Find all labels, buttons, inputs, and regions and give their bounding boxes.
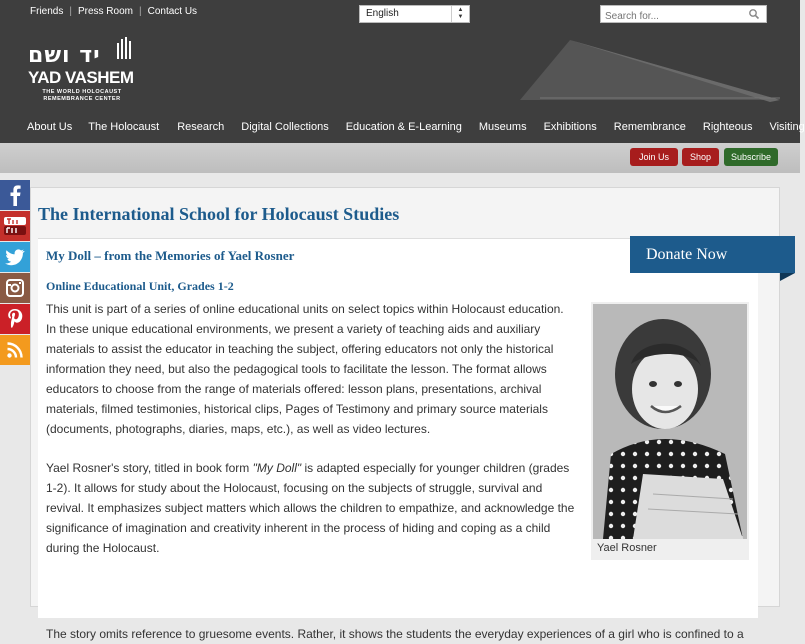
language-select[interactable] <box>359 5 470 23</box>
intro-paragraph: This unit is part of a series of online educational units on select topics within Holocaust education. In these unique educational environments, we present a variety of teaching aids and auxiliary materials to assist the educator in teaching the subject, offering educators not only the historical information they need, but also the pedagogical tools to facilitate the lesson. The format allows educators to choose from the range of materials offered: lesson plans, presentations, archival materials, filmed testimonies, historical clips, Pages of Testimony and primary source materials (documents, photographs, diaries, maps, etc.), as well as video lectures. <box>46 302 564 436</box>
story-paragraph <box>46 458 581 558</box>
action-bar <box>0 143 800 173</box>
logo-name: YAD VASHEM <box>28 68 134 87</box>
pinterest-icon[interactable] <box>0 304 30 334</box>
nav-digital-collections[interactable]: Digital Collections <box>241 121 329 133</box>
nav-the-holocaust[interactable]: The Holocaust <box>88 121 160 133</box>
nav-visiting[interactable]: Visiting <box>769 121 805 133</box>
logo-tagline-1: THE WORLD HOLOCAUST <box>42 89 122 95</box>
join-us-button[interactable]: Join Us <box>630 148 678 166</box>
top-links <box>30 6 197 17</box>
nav-exhibitions[interactable]: Exhibitions <box>543 121 597 133</box>
site-header <box>0 0 805 143</box>
nav-remembrance[interactable]: Remembrance <box>613 121 686 133</box>
youtube-icon[interactable] <box>0 211 30 241</box>
separator: | <box>69 6 72 17</box>
nav-about-us[interactable]: About Us <box>27 121 73 133</box>
book-title: "My Doll" <box>252 461 302 475</box>
rss-icon[interactable] <box>0 335 30 365</box>
article-title: My Doll – from the Memories of Yael Rosner <box>46 248 295 263</box>
photo-figure <box>591 302 749 560</box>
facebook-icon[interactable] <box>0 180 30 210</box>
subscribe-button[interactable]: Subscribe <box>724 148 778 166</box>
page-title: The International School for Holocaust Studies <box>38 204 400 224</box>
logo-tagline <box>32 89 132 103</box>
nav-research[interactable]: Research <box>177 121 225 133</box>
photo-caption: Yael Rosner <box>597 542 657 554</box>
nav-museums[interactable]: Museums <box>478 121 527 133</box>
yad-vashem-logo[interactable] <box>28 35 138 110</box>
candle-flame-icon <box>116 35 134 59</box>
language-selected: English <box>366 8 399 19</box>
search-icon[interactable] <box>748 8 760 20</box>
search-input[interactable] <box>601 9 741 25</box>
nav-education[interactable]: Education & E-Learning <box>345 121 462 133</box>
donate-now-button[interactable]: Donate Now <box>630 236 795 273</box>
header-decoration <box>500 30 800 110</box>
logo-tagline-2: REMEMBRANCE CENTER <box>43 96 121 102</box>
social-bar <box>0 180 30 366</box>
donate-ribbon-fold <box>780 273 795 281</box>
instagram-icon[interactable] <box>0 273 30 303</box>
content-paragraph: The story omits reference to gruesome events. Rather, it shows the students the everyday experiences of a girl who is confined to a <box>46 627 744 641</box>
search-box <box>600 5 767 23</box>
story-text-1: Yael Rosner's story, titled in book form <box>46 461 253 475</box>
contact-us-link[interactable]: Contact Us <box>147 6 198 17</box>
separator: | <box>138 6 142 17</box>
twitter-icon[interactable] <box>0 242 30 272</box>
press-room-link[interactable]: Press Room <box>77 6 133 17</box>
friends-link[interactable]: Friends <box>30 6 64 17</box>
logo-hebrew: יד ושם <box>28 43 101 68</box>
shop-button[interactable]: Shop <box>682 148 719 166</box>
story-text-2: is adapted especially for younger children (grades 1-2). It allows for study about the Holocaust, focusing on the subjects of struggle, survival and revival. It emphasizes subject matters which allows the children to empathize, and acknowledge the significance of imagination and creativity inherent in the process of hiding and coping as a child during the Holocaust. <box>46 461 575 555</box>
nav-righteous[interactable]: Righteous <box>702 121 753 133</box>
article <box>38 238 758 641</box>
updown-arrow-icon: ▲ ▼ <box>451 6 469 22</box>
unit-title: Online Educational Unit, Grades 1-2 <box>46 279 234 293</box>
main-nav <box>0 118 805 138</box>
yael-rosner-photo <box>593 304 747 539</box>
